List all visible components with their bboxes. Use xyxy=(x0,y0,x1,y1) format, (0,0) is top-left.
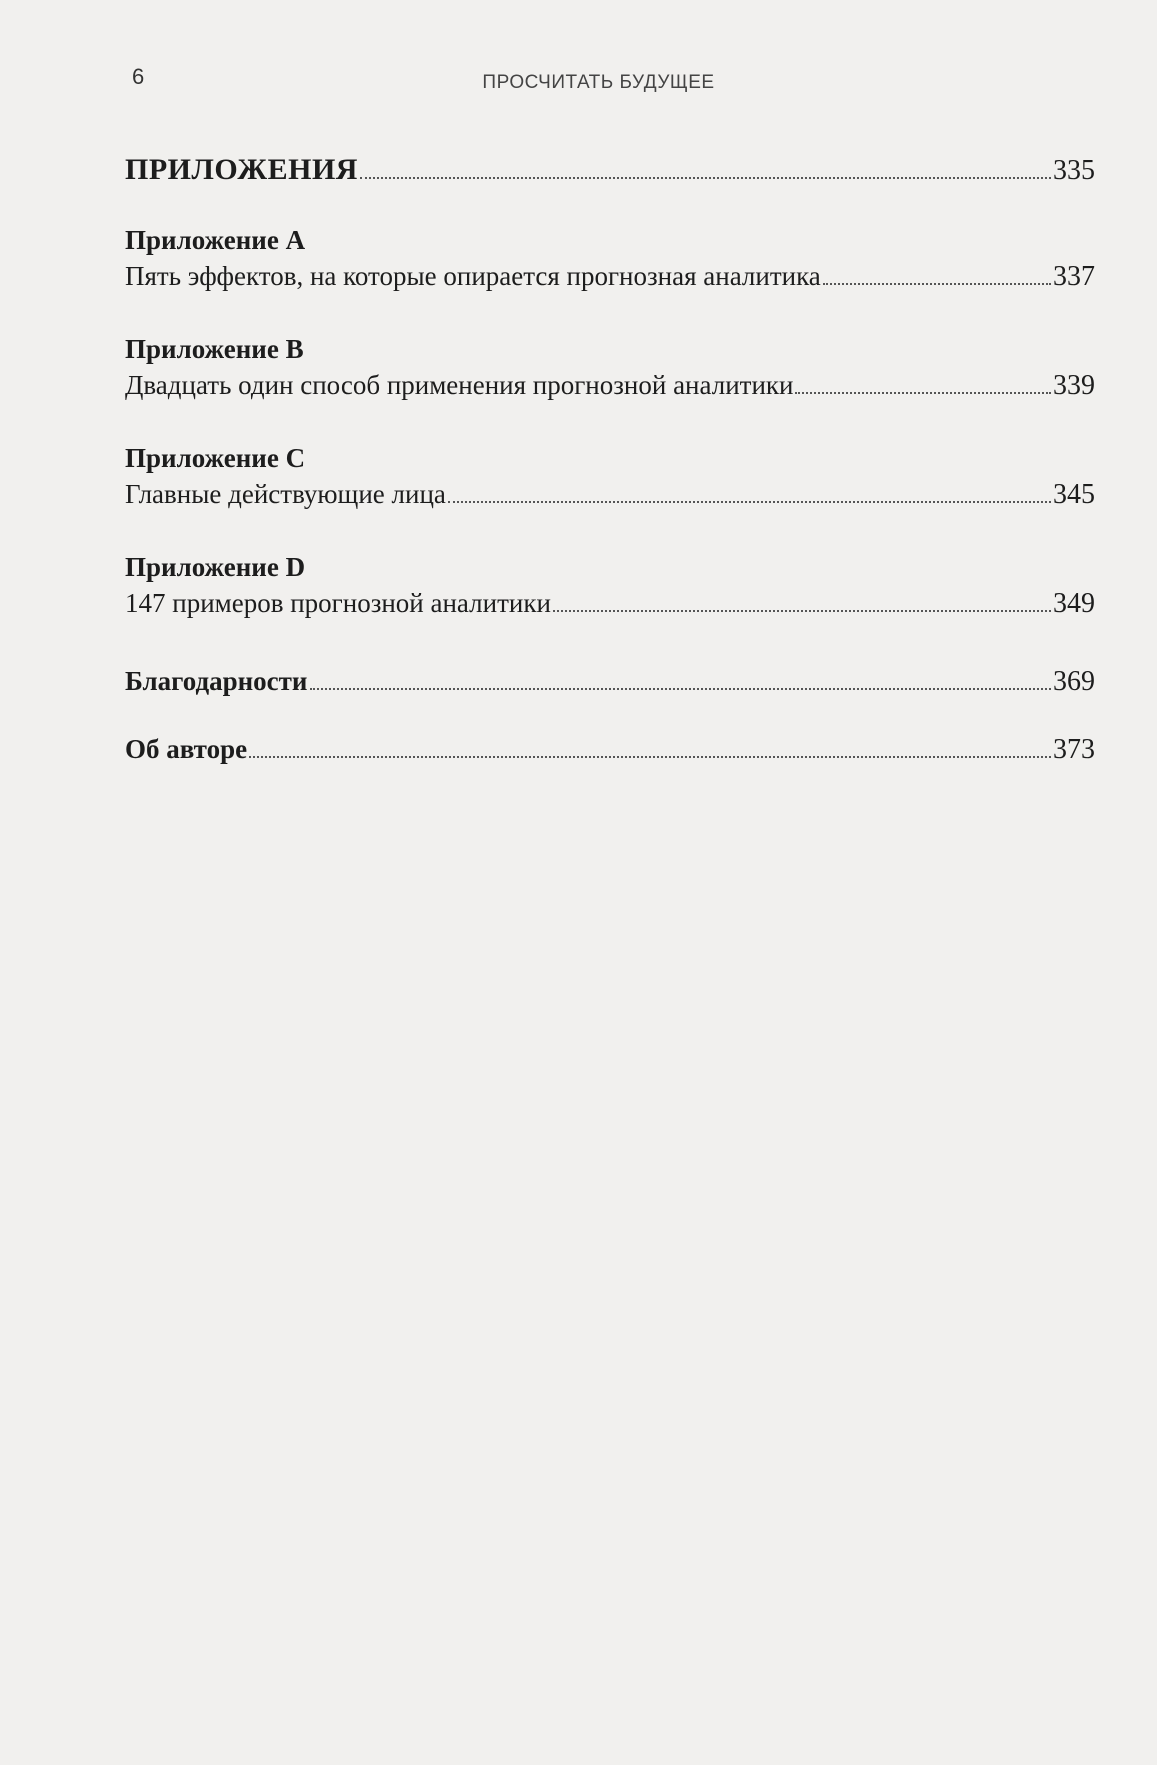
toc-line xyxy=(125,369,1095,403)
appendix-title: Двадцать один способ применения прогнозной аналитики xyxy=(125,370,794,401)
entry-title: Благодарности xyxy=(125,666,308,696)
appendix-title: Главные действующие лица xyxy=(125,479,446,510)
leader-dots xyxy=(448,501,1051,503)
page-ref: 369 xyxy=(1053,666,1095,697)
toc-line xyxy=(125,587,1095,621)
toc-line xyxy=(125,260,1095,294)
entry-title: Об авторе xyxy=(125,734,248,764)
toc-line xyxy=(125,665,1095,699)
toc-entry-appendix-a xyxy=(125,224,1095,294)
toc-entry-appendix-d xyxy=(125,551,1095,621)
leader-dots xyxy=(249,756,1051,758)
toc-entry-about-author xyxy=(125,733,1095,767)
section-title: ПРИЛОЖЕНИЯ xyxy=(125,153,358,186)
leader-dots xyxy=(795,392,1051,394)
appendix-heading: Приложение A xyxy=(125,225,306,255)
appendix-heading: Приложение C xyxy=(125,443,306,473)
page-ref: 335 xyxy=(1053,155,1095,186)
page-ref: 339 xyxy=(1053,370,1095,402)
page-ref: 337 xyxy=(1053,261,1095,293)
toc-entry-appendix-c xyxy=(125,442,1095,512)
leader-dots xyxy=(310,688,1052,690)
toc-line xyxy=(125,478,1095,512)
page-ref: 349 xyxy=(1053,588,1095,620)
page-ref: 373 xyxy=(1053,734,1095,765)
leader-dots xyxy=(553,610,1051,612)
toc-section-appendices xyxy=(125,152,1095,188)
appendix-title: 147 примеров прогнозной аналитики xyxy=(125,588,551,619)
toc-line xyxy=(125,152,1095,188)
toc-entry-appendix-b xyxy=(125,333,1095,403)
toc-entry-acknowledgements xyxy=(125,665,1095,699)
appendix-heading: Приложение D xyxy=(125,552,306,582)
appendix-heading: Приложение B xyxy=(125,334,304,364)
leader-dots xyxy=(360,177,1051,179)
page-ref: 345 xyxy=(1053,479,1095,511)
leader-dots xyxy=(823,283,1051,285)
page-number: 6 xyxy=(132,64,145,89)
appendix-title: Пять эффектов, на которые опирается прогнозная аналитика xyxy=(125,261,821,292)
running-head: ПРОСЧИТАТЬ БУДУЩЕЕ xyxy=(482,72,715,93)
toc-line xyxy=(125,733,1095,767)
